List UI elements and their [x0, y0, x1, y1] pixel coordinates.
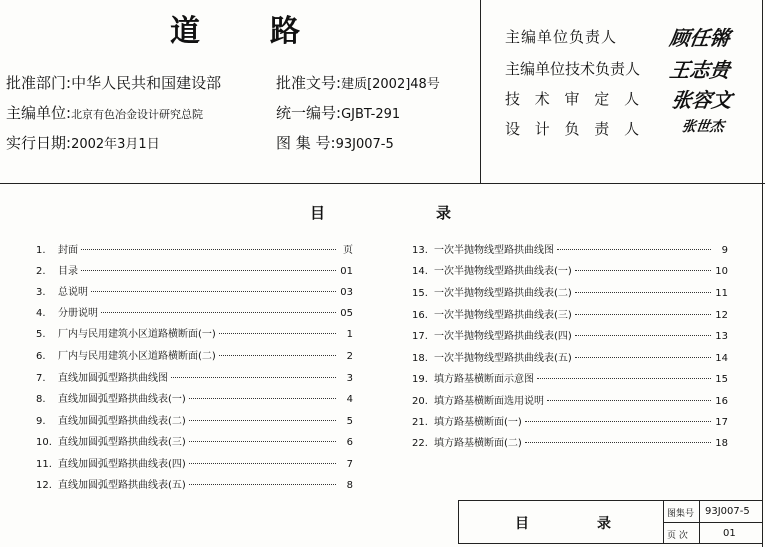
toc-leader: [575, 292, 711, 293]
toc-item[interactable]: [36, 390, 353, 405]
toc-item[interactable]: [412, 327, 728, 342]
toc-item-label: 一次半抛物线型路拱曲线表(二): [434, 288, 572, 299]
editor-unit: [6, 102, 203, 123]
toc-leader: [575, 357, 711, 358]
toc-item[interactable]: [36, 262, 353, 277]
toc-item-label: 一次半抛物线型路拱曲线表(五): [434, 353, 572, 364]
doc-title-char-1: 道: [170, 14, 202, 49]
toc-item[interactable]: [412, 392, 728, 407]
toc-item[interactable]: [36, 476, 353, 491]
toc-item-label: 分册说明: [58, 308, 98, 319]
toc-item-page: 9: [721, 245, 728, 256]
approval-dept: [6, 72, 221, 93]
toc-item-num: 17.: [412, 331, 428, 342]
editor-unit-value: 北京有色冶金设计研究总院: [71, 108, 204, 121]
page-no-label-cell: 页 次: [667, 531, 688, 541]
toc-leader: [189, 484, 336, 485]
toc-item[interactable]: [412, 306, 728, 321]
responsible-role-4: 设 计 负 责 人: [505, 120, 645, 138]
toc-item-page: 3: [346, 373, 353, 384]
toc-item-page: 5: [346, 416, 353, 427]
approval-dept-value: 中华人民共和国建设部: [71, 74, 222, 92]
toc-item[interactable]: [36, 433, 353, 448]
toc-item-label: 厂内与民用建筑小区道路横断面(一): [58, 329, 216, 340]
toc-item[interactable]: [36, 455, 353, 470]
toc-leader: [189, 420, 336, 421]
header-divider: [0, 183, 765, 184]
title-block: [458, 500, 763, 544]
toc-item-num: 4.: [36, 308, 46, 319]
signature-2: 王志贵: [668, 58, 732, 82]
toc-item[interactable]: [412, 284, 728, 299]
toc-item-num: 19.: [412, 374, 428, 385]
signature-1: 顾任锵: [668, 26, 732, 50]
toc-leader: [525, 442, 711, 443]
toc-item-num: 21.: [412, 417, 428, 428]
atlas-no-label: 图 集 号:: [276, 134, 336, 152]
toc-item[interactable]: [36, 283, 353, 298]
unified-no: [276, 102, 400, 123]
toc-item-label: 填方路基横断面示意图: [434, 374, 534, 385]
toc-heading-right: 录: [436, 204, 452, 222]
toc-item-num: 10.: [36, 437, 52, 448]
effective-date: [6, 132, 160, 153]
toc-item-page: 12: [715, 310, 728, 321]
responsible-role-3: 技 术 审 定 人: [505, 90, 645, 108]
toc-leader: [81, 249, 336, 250]
header-vertical-divider: [480, 0, 481, 184]
toc-leader: [219, 333, 336, 334]
toc-item-page: 03: [340, 287, 353, 298]
signature-3: 张容文: [670, 88, 734, 112]
toc-item-page: 15: [715, 374, 728, 385]
toc-item[interactable]: [36, 347, 353, 362]
toc-item-page: 8: [346, 480, 353, 491]
toc-item[interactable]: [36, 241, 353, 256]
toc-item-page: 01: [340, 266, 353, 277]
toc-leader: [575, 270, 711, 271]
page-right-border: [762, 0, 763, 547]
toc-item-page: 14: [715, 353, 728, 364]
toc-item-label: 填方路基横断面选用说明: [434, 396, 544, 407]
toc-item-label: 直线加圆弧型路拱曲线表(二): [58, 416, 186, 427]
toc-item-page: 6: [346, 437, 353, 448]
toc-leader: [189, 398, 336, 399]
unified-no-label: 统一编号:: [276, 104, 342, 122]
toc-item[interactable]: [412, 434, 728, 449]
toc-item-label: 直线加圆弧型路拱曲线表(五): [58, 480, 186, 491]
toc-item-label: 封面: [58, 245, 78, 256]
toc-item-num: 8.: [36, 394, 46, 405]
toc-leader: [101, 312, 336, 313]
approval-doc: [276, 72, 440, 93]
signature-4: 张世杰: [680, 119, 725, 135]
toc-item-label: 填方路基横断面(一): [434, 417, 522, 428]
toc-item-label: 直线加圆弧型路拱曲线表(一): [58, 394, 186, 405]
toc-item-label: 填方路基横断面(二): [434, 438, 522, 449]
toc-item[interactable]: [36, 304, 353, 319]
toc-item-page: 18: [715, 438, 728, 449]
toc-leader: [537, 378, 711, 379]
title-block-name-right: 录: [597, 516, 611, 532]
toc-item-page: 页: [343, 245, 353, 256]
approval-doc-label: 批准文号:: [276, 74, 342, 92]
effective-date-value: 2002年3月1日: [71, 137, 160, 152]
toc-leader: [547, 400, 711, 401]
toc-item[interactable]: [412, 413, 728, 428]
toc-item-label: 厂内与民用建筑小区道路横断面(二): [58, 351, 216, 362]
toc-item-page: 7: [346, 459, 353, 470]
toc-item[interactable]: [412, 241, 728, 256]
toc-item[interactable]: [412, 349, 728, 364]
toc-leader: [189, 463, 336, 464]
toc-item-num: 3.: [36, 287, 46, 298]
toc-item-num: 1.: [36, 245, 46, 256]
toc-item-label: 一次半抛物线型路拱曲线图: [434, 245, 554, 256]
editor-unit-label: 主编单位:: [6, 104, 72, 122]
toc-item-num: 13.: [412, 245, 428, 256]
atlas-no: [276, 132, 394, 153]
toc-item-num: 7.: [36, 373, 46, 384]
toc-item-page: 10: [715, 266, 728, 277]
toc-leader: [525, 421, 711, 422]
toc-item-num: 20.: [412, 396, 428, 407]
toc-item-label: 目录: [58, 266, 78, 277]
title-block-name-left: 目: [515, 516, 529, 532]
toc-item[interactable]: [36, 412, 353, 427]
toc-item-num: 11.: [36, 459, 52, 470]
effective-date-label: 实行日期:: [6, 134, 72, 152]
atlas-no-label-cell: 图集号: [667, 509, 695, 519]
toc-item-num: 5.: [36, 329, 46, 340]
toc-item-page: 17: [715, 417, 728, 428]
toc-item-num: 16.: [412, 310, 428, 321]
toc-item-label: 直线加圆弧型路拱曲线表(四): [58, 459, 186, 470]
toc-item-page: 13: [715, 331, 728, 342]
toc-item-page: 4: [346, 394, 353, 405]
toc-item-num: 22.: [412, 438, 428, 449]
toc-item-page: 11: [715, 288, 728, 299]
toc-item-num: 2.: [36, 266, 46, 277]
responsible-role-2: 主编单位技术负责人: [505, 60, 641, 78]
responsible-role-1: 主编单位负责人: [505, 28, 618, 46]
toc-leader: [557, 249, 711, 250]
toc-leader: [81, 270, 336, 271]
title-block-divider: [663, 522, 763, 523]
atlas-no-value-cell: 93J007-5: [705, 506, 750, 517]
toc-item[interactable]: [412, 370, 728, 385]
approval-doc-value: 建质[2002]48号: [341, 77, 440, 92]
toc-item-label: 一次半抛物线型路拱曲线表(一): [434, 266, 572, 277]
toc-leader: [219, 355, 336, 356]
toc-leader: [171, 377, 336, 378]
toc-item-label: 一次半抛物线型路拱曲线表(四): [434, 331, 572, 342]
toc-item-page: 2: [346, 351, 353, 362]
toc-heading-left: 目: [310, 204, 326, 222]
toc-item-num: 9.: [36, 416, 46, 427]
toc-item-page: 05: [340, 308, 353, 319]
toc-item[interactable]: [36, 369, 353, 384]
toc-leader: [575, 314, 711, 315]
toc-item-label: 直线加圆弧型路拱曲线表(三): [58, 437, 186, 448]
approval-dept-label: 批准部门:: [6, 74, 72, 92]
toc-item-num: 18.: [412, 353, 428, 364]
toc-item[interactable]: [412, 262, 728, 277]
toc-item-label: 总说明: [58, 287, 88, 298]
toc-item-num: 12.: [36, 480, 52, 491]
toc-item-label: 直线加圆弧型路拱曲线图: [58, 373, 168, 384]
toc-leader: [91, 291, 336, 292]
toc-item-num: 14.: [412, 266, 428, 277]
toc-item[interactable]: [36, 325, 353, 340]
toc-item-page: 16: [715, 396, 728, 407]
toc-leader: [189, 441, 336, 442]
atlas-no-value: 93J007-5: [335, 137, 394, 152]
toc-item-num: 15.: [412, 288, 428, 299]
toc-item-label: 一次半抛物线型路拱曲线表(三): [434, 310, 572, 321]
doc-title-char-2: 路: [270, 14, 302, 49]
unified-no-value: GJBT-291: [341, 107, 401, 122]
toc-leader: [575, 335, 711, 336]
page-no-value-cell: 01: [723, 528, 736, 539]
toc-item-page: 1: [346, 329, 353, 340]
toc-item-num: 6.: [36, 351, 46, 362]
